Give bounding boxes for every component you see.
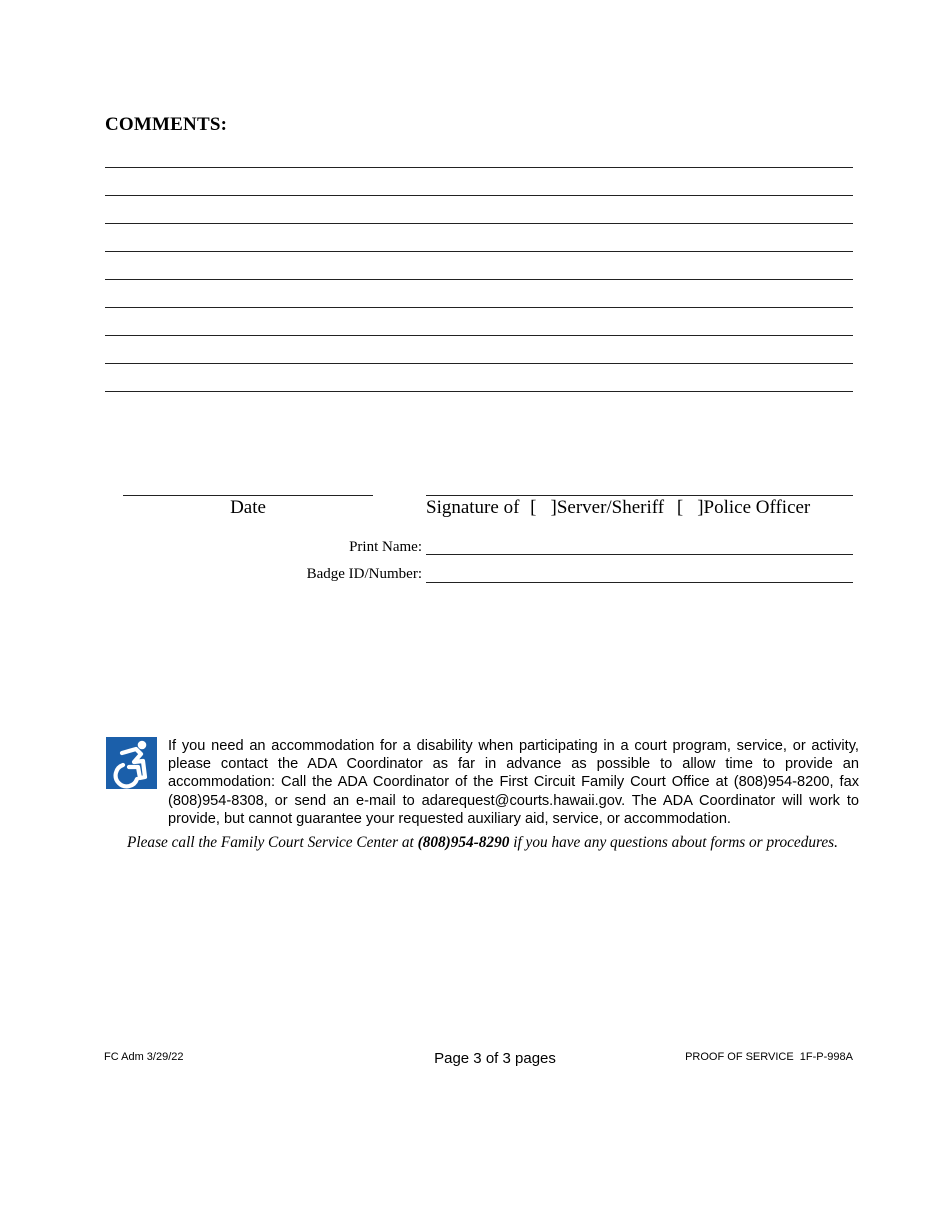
comment-line-2[interactable] xyxy=(105,195,853,196)
signature-prefix: Signature of xyxy=(426,497,520,518)
help-line-phone: (808)954-8290 xyxy=(417,834,510,851)
comment-line-9[interactable] xyxy=(105,391,853,392)
signature-label-group xyxy=(426,497,810,519)
signature-line[interactable] xyxy=(426,495,853,496)
comment-line-4[interactable] xyxy=(105,251,853,252)
footer-page-number: Page 3 of 3 pages xyxy=(434,1050,556,1067)
comments-heading: COMMENTS: xyxy=(105,114,228,135)
option-police-officer: Police Officer xyxy=(703,497,811,518)
comment-line-6[interactable] xyxy=(105,307,853,308)
help-line xyxy=(105,834,860,852)
date-line[interactable] xyxy=(123,495,373,496)
ada-notice-text: If you need an accommodation for a disability when participating in a court program, service, or activity, please contact the ADA Coordinator as far in advance as possible to allow time to provide an accommodation: Call the ADA Coordinator of the First Circuit Family Court Office at (808)954-8200, fax (808)954-8308, or send an e-mail to adarequest@courts.hawaii.gov. The ADA Coordinator will work to provide, but cannot guarantee your requested auxiliary aid, service, or accommodation. xyxy=(168,738,859,827)
print-name-field[interactable] xyxy=(426,554,853,555)
comment-line-1[interactable] xyxy=(105,167,853,168)
badge-id-field[interactable] xyxy=(426,582,853,583)
comment-line-3[interactable] xyxy=(105,223,853,224)
server-sheriff-checkbox[interactable]: [ ] xyxy=(530,497,557,518)
footer-form-title: PROOF OF SERVICE 1F-P-998A xyxy=(685,1051,853,1063)
comment-line-5[interactable] xyxy=(105,279,853,280)
date-label: Date xyxy=(230,497,266,518)
option-server-sheriff: Server/Sheriff xyxy=(556,497,665,518)
print-name-label: Print Name: xyxy=(349,539,422,555)
help-line-before: Please call the Family Court Service Center at xyxy=(127,834,418,851)
footer-form-revision: FC Adm 3/29/22 xyxy=(104,1051,184,1063)
police-officer-checkbox[interactable]: [ ] xyxy=(676,497,704,518)
help-line-after: if you have any questions about forms or procedures. xyxy=(509,834,838,851)
accessibility-icon xyxy=(106,737,157,789)
comment-line-8[interactable] xyxy=(105,363,853,364)
badge-id-label: Badge ID/Number: xyxy=(306,566,422,582)
comment-line-7[interactable] xyxy=(105,335,853,336)
